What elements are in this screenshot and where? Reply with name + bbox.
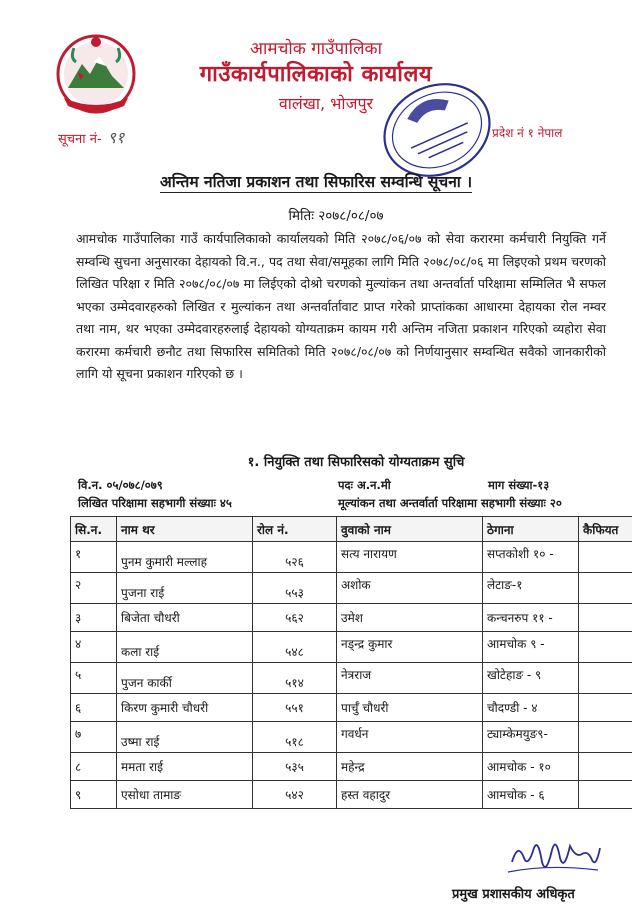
section-heading: १. नियुक्ति तथा सिफारिसको योग्यताक्रम सुचि <box>247 455 465 470</box>
cell-sn: ५ <box>71 663 117 694</box>
table-row <box>71 663 632 694</box>
cell-name: एसोधा तामाङ <box>117 781 253 809</box>
col-header-father: वुवाको नाम <box>337 517 483 542</box>
office-address: वालंखा, भोजपुर <box>278 94 374 113</box>
cell-roll: ५३५ <box>253 753 337 781</box>
cell-roll: ५४२ <box>253 781 337 809</box>
cell-father: नेत्रराज <box>337 663 483 694</box>
cell-name: पुनम कुमारी मल्लाह <box>117 542 253 573</box>
cell-father: अशोक <box>337 573 483 604</box>
cell-address: ट्याम्केमयुङ९- <box>483 722 579 753</box>
cell-sn: ४ <box>71 632 117 663</box>
cell-sn: ३ <box>71 604 117 632</box>
cell-sn: ७ <box>71 722 117 753</box>
table-row <box>71 604 632 632</box>
cell-sn: ८ <box>71 753 117 781</box>
notice-body: आमचोक गाउँपालिका गाउँ कार्यपालिकाको कार्यालयको मिति २०७८/०६/०७ को सेवा करारमा कर्मचारी नियुक्ति गर्ने सम्वन्धि सुचना अनुसारका देहायको वि.न., पद तथा सेवा/समूहका लागि मिति २०७८/०८/०६ मा लिइएको प्रथम चरणको लिखित परिक्षा र मिति २०७८/०८/०७ मा लिईएको दोश्रो चरणको मुल्यांकन तथा अन्तर्वार्ता परिक्षामा सम्मिलित भै सफल भएका उम्मेदवारहरुको लिखित र मुल्यांकन तथा अन्तर्वार्तावाट प्राप्त गरेको प्राप्तांकका आधारमा देहायका रोल नम्वर तथा नाम, थर भएका उम्मेदवारहरुलाई देहायको योग्यताक्रम कायम गरी अन्तिम नजिता प्रकाशन गरिएको व्यहोरा सेवा करारमा कर्मचारी छनौट तथा सिफारिस समितिको मिति २०७८/०८/०७ को निर्णयानुसार सम्वन्धित सवैको जानकारीको लागि यो सूचना प्रकाशन गरिएको छ । <box>76 231 606 381</box>
results-table <box>70 516 632 809</box>
signature-icon <box>488 828 618 884</box>
cell-name: कला राई <box>117 632 253 663</box>
notice-number <box>58 126 124 148</box>
cell-name: पुजना राई <box>117 573 253 604</box>
written-participants: लिखित परिक्षामा सहभागी संख्याः ४५ <box>78 496 232 510</box>
notice-date: मितिः २०७८/०८/०७ <box>288 208 384 224</box>
cell-roll: ५१८ <box>253 722 337 753</box>
table-row <box>71 542 632 573</box>
cell-father: सत्य नारायण <box>337 542 483 573</box>
col-header-remarks: कैफियत <box>579 517 632 542</box>
demand-count: माग संख्या-१३ <box>488 478 550 492</box>
cell-address: लेटाङ-१ <box>483 573 579 604</box>
cell-roll: ५५१ <box>253 694 337 722</box>
col-header-sn: सि.न. <box>71 517 117 542</box>
cell-name: ममता राई <box>117 753 253 781</box>
cell-remarks <box>579 663 632 694</box>
table-row <box>71 753 632 781</box>
cell-father: गवर्धन <box>337 722 483 753</box>
col-header-roll: रोल नं. <box>253 517 337 542</box>
cell-remarks <box>579 722 632 753</box>
col-header-name: नाम थर <box>117 517 253 542</box>
table-row <box>71 632 632 663</box>
cell-roll: ५६२ <box>253 604 337 632</box>
cell-address: खोटेहाङ - ९ <box>483 663 579 694</box>
notice-title-text: अन्तिम नतिजा प्रकाशन तथा सिफारिस सम्वन्धि सूचना । <box>159 173 473 191</box>
office-stamp-icon <box>378 78 496 182</box>
cell-address: आमचोक - ६ <box>483 781 579 809</box>
cell-name: उष्मा राई <box>117 722 253 753</box>
cell-address: आमचोक ९ - <box>483 632 579 663</box>
cell-sn: ९ <box>71 781 117 809</box>
table-row <box>71 722 632 753</box>
cell-address: कन्चनरुप ११ - <box>483 604 579 632</box>
cell-address: आमचोक - १० <box>483 753 579 781</box>
table-header-row <box>71 517 632 542</box>
cell-father: उमेश <box>337 604 483 632</box>
cell-father: पार्चुँ चौधरी <box>337 694 483 722</box>
post-label: पदः अ.न.मी <box>338 478 391 492</box>
cell-remarks <box>579 573 632 604</box>
cell-roll: ५२६ <box>253 542 337 573</box>
cell-father: महेन्द्र <box>337 753 483 781</box>
org-name: आमचोक गाउँपालिका <box>250 39 382 59</box>
cell-sn: ६ <box>71 694 117 722</box>
cell-sn: २ <box>71 573 117 604</box>
vn-label: वि.न. ०५/०७८/०७९ <box>78 478 163 492</box>
cell-father: नड्न्द्र कुमार <box>337 632 483 663</box>
cell-sn: १ <box>71 542 117 573</box>
cell-address: चौदण्डी - ४ <box>483 694 579 722</box>
cell-roll: ५५३ <box>253 573 337 604</box>
cell-remarks <box>579 753 632 781</box>
cell-address: सप्तकोशी १० - <box>483 542 579 573</box>
signatory-designation: प्रमुख प्रशासकीय अधिकृत <box>452 887 575 902</box>
office-name: गाउँकार्यपालिकाको कार्यालय <box>199 62 433 87</box>
interview-participants: मूल्यांकन तथा अन्तर्वार्ता परिक्षामा सहभागी संख्याः २० <box>338 496 562 510</box>
table-row <box>71 781 632 809</box>
cell-roll: ५१४ <box>253 663 337 694</box>
cell-remarks <box>579 694 632 722</box>
cell-name: बिजेता चौधरी <box>117 604 253 632</box>
cell-name: पुजन कार्की <box>117 663 253 694</box>
notice-title <box>0 170 632 192</box>
cell-remarks <box>579 781 632 809</box>
notice-number-label: सूचना नं- <box>58 132 102 147</box>
cell-remarks <box>579 542 632 573</box>
table-row <box>71 694 632 722</box>
cell-remarks <box>579 632 632 663</box>
cell-roll: ५४८ <box>253 632 337 663</box>
col-header-address: ठेगाना <box>483 517 579 542</box>
cell-father: हस्त वहादुर <box>337 781 483 809</box>
cell-remarks <box>579 604 632 632</box>
notice-number-handwritten: ९१ <box>107 128 125 147</box>
cell-name: किरण कुमारी चौधरी <box>117 694 253 722</box>
province-label: प्रदेश नं १ नेपाल <box>492 126 563 140</box>
table-row <box>71 573 632 604</box>
